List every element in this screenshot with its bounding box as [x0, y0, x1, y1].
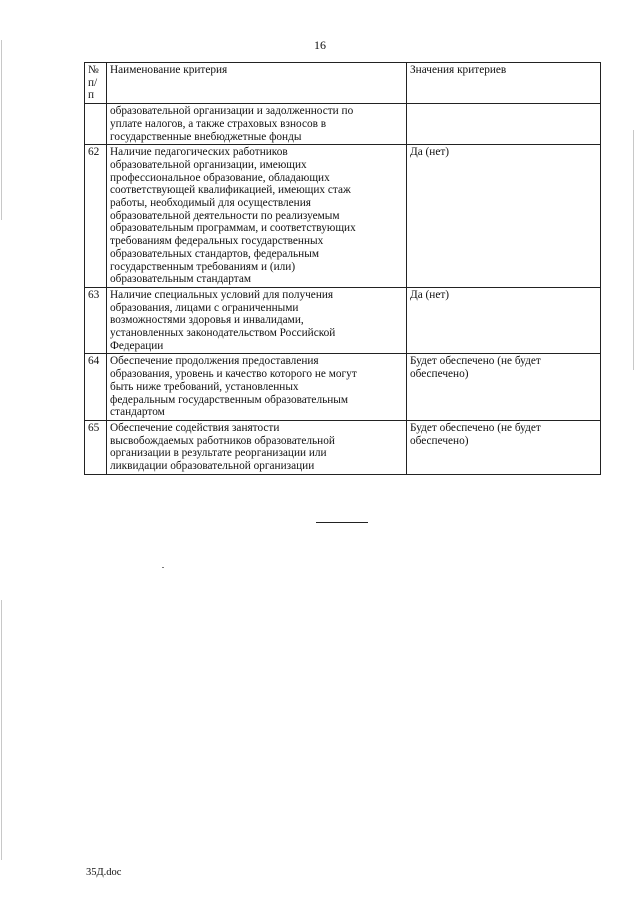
criterion-name-line: работы, необходимый для осуществления	[110, 197, 311, 210]
criterion-name-line: Федерации	[110, 339, 164, 352]
criterion-name-line: Наличие педагогических работников	[110, 146, 288, 159]
criterion-name-line: Обеспечение содействия занятости	[110, 421, 280, 434]
criterion-value-line: Будет обеспечено (не будет	[410, 421, 541, 434]
criterion-value-line: Да (нет)	[410, 146, 450, 159]
criterion-name-line: образования, уровень и качество которого не могут	[110, 368, 357, 381]
criterion-name-line: федеральным государственным образовательным	[110, 393, 349, 406]
page-number: 16	[314, 38, 326, 52]
criterion-value	[407, 145, 601, 288]
file-name-footer: 35Д.doc	[86, 867, 122, 878]
criterion-name-line: Обеспечение продолжения предоставления	[110, 355, 319, 368]
criterion-name-line: соответствующей квалификацией, имеющих стаж	[110, 184, 351, 197]
table-row	[85, 354, 601, 421]
criterion-name	[107, 354, 407, 421]
table-header-row	[85, 63, 601, 104]
criterion-value	[407, 420, 601, 474]
criterion-name-line: образовательным стандартам	[110, 273, 252, 286]
table-row	[85, 104, 601, 145]
scan-edge-mark	[1, 40, 2, 220]
criterion-value-line: Будет обеспечено (не будет	[410, 355, 541, 368]
criterion-name-line: возможностями здоровья и инвалидами,	[110, 314, 304, 327]
criterion-name-line: профессиональное образование, обладающих	[110, 171, 330, 184]
criterion-name-line: образовательной деятельности по реализуемым	[110, 209, 340, 222]
criterion-name-line: Наличие специальных условий для получения	[110, 288, 334, 301]
row-number: 62	[85, 145, 107, 288]
criterion-name-line: государственные внебюджетные фонды	[110, 130, 302, 143]
header-criterion-name: Наименование критерия	[107, 63, 407, 104]
table-row	[85, 145, 601, 288]
criterion-value-line: Да (нет)	[410, 288, 450, 301]
closing-rule	[316, 522, 368, 523]
criterion-name-line: образовательным программам, и соответствующих	[110, 222, 356, 235]
criterion-name-line: образовательных стандартов, федеральным	[110, 247, 319, 260]
scan-edge-mark	[633, 130, 634, 370]
criterion-name-line: требованиям федеральных государственных	[110, 235, 324, 248]
criterion-name-line: установленных законодательством Российской	[110, 327, 336, 340]
scan-edge-mark	[1, 600, 2, 860]
criterion-name-line: образовательной организации и задолженности по	[110, 105, 354, 118]
criterion-value-line: обеспечено)	[410, 434, 469, 447]
criterion-name-line: образовательной организации, имеющих	[110, 158, 307, 171]
criterion-name	[107, 104, 407, 145]
criterion-value	[407, 104, 601, 145]
criteria-table-body	[85, 104, 601, 475]
criterion-name-line: уплате налогов, а также страховых взносов в	[110, 117, 327, 130]
criterion-value	[407, 287, 601, 354]
criteria-table	[84, 62, 601, 475]
criterion-name	[107, 287, 407, 354]
row-number: 64	[85, 354, 107, 421]
header-number-line: п/п	[88, 76, 98, 102]
criterion-value-line: обеспечено)	[410, 368, 469, 381]
header-number-line: №	[88, 64, 99, 76]
criterion-name	[107, 145, 407, 288]
row-number: 65	[85, 420, 107, 474]
table-row	[85, 420, 601, 474]
criterion-name	[107, 420, 407, 474]
header-criterion-values: Значения критериев	[407, 63, 601, 104]
header-number	[85, 63, 107, 104]
criterion-name-line: государственным требованиям и (или)	[110, 260, 296, 273]
row-number: 63	[85, 287, 107, 354]
criterion-name-line: организации в результате реорганизации или	[110, 447, 327, 460]
criterion-name-line: стандартом	[110, 406, 165, 419]
criterion-value	[407, 354, 601, 421]
criterion-name-line: быть ниже требований, установленных	[110, 380, 299, 393]
table-row	[85, 287, 601, 354]
criterion-name-line: образования, лицами с ограниченными	[110, 301, 299, 314]
row-number	[85, 104, 107, 145]
criterion-name-line: ликвидации образовательной организации	[110, 460, 315, 473]
criterion-name-line: высвобождаемых работников образовательной	[110, 434, 335, 447]
scan-speck	[162, 567, 164, 568]
